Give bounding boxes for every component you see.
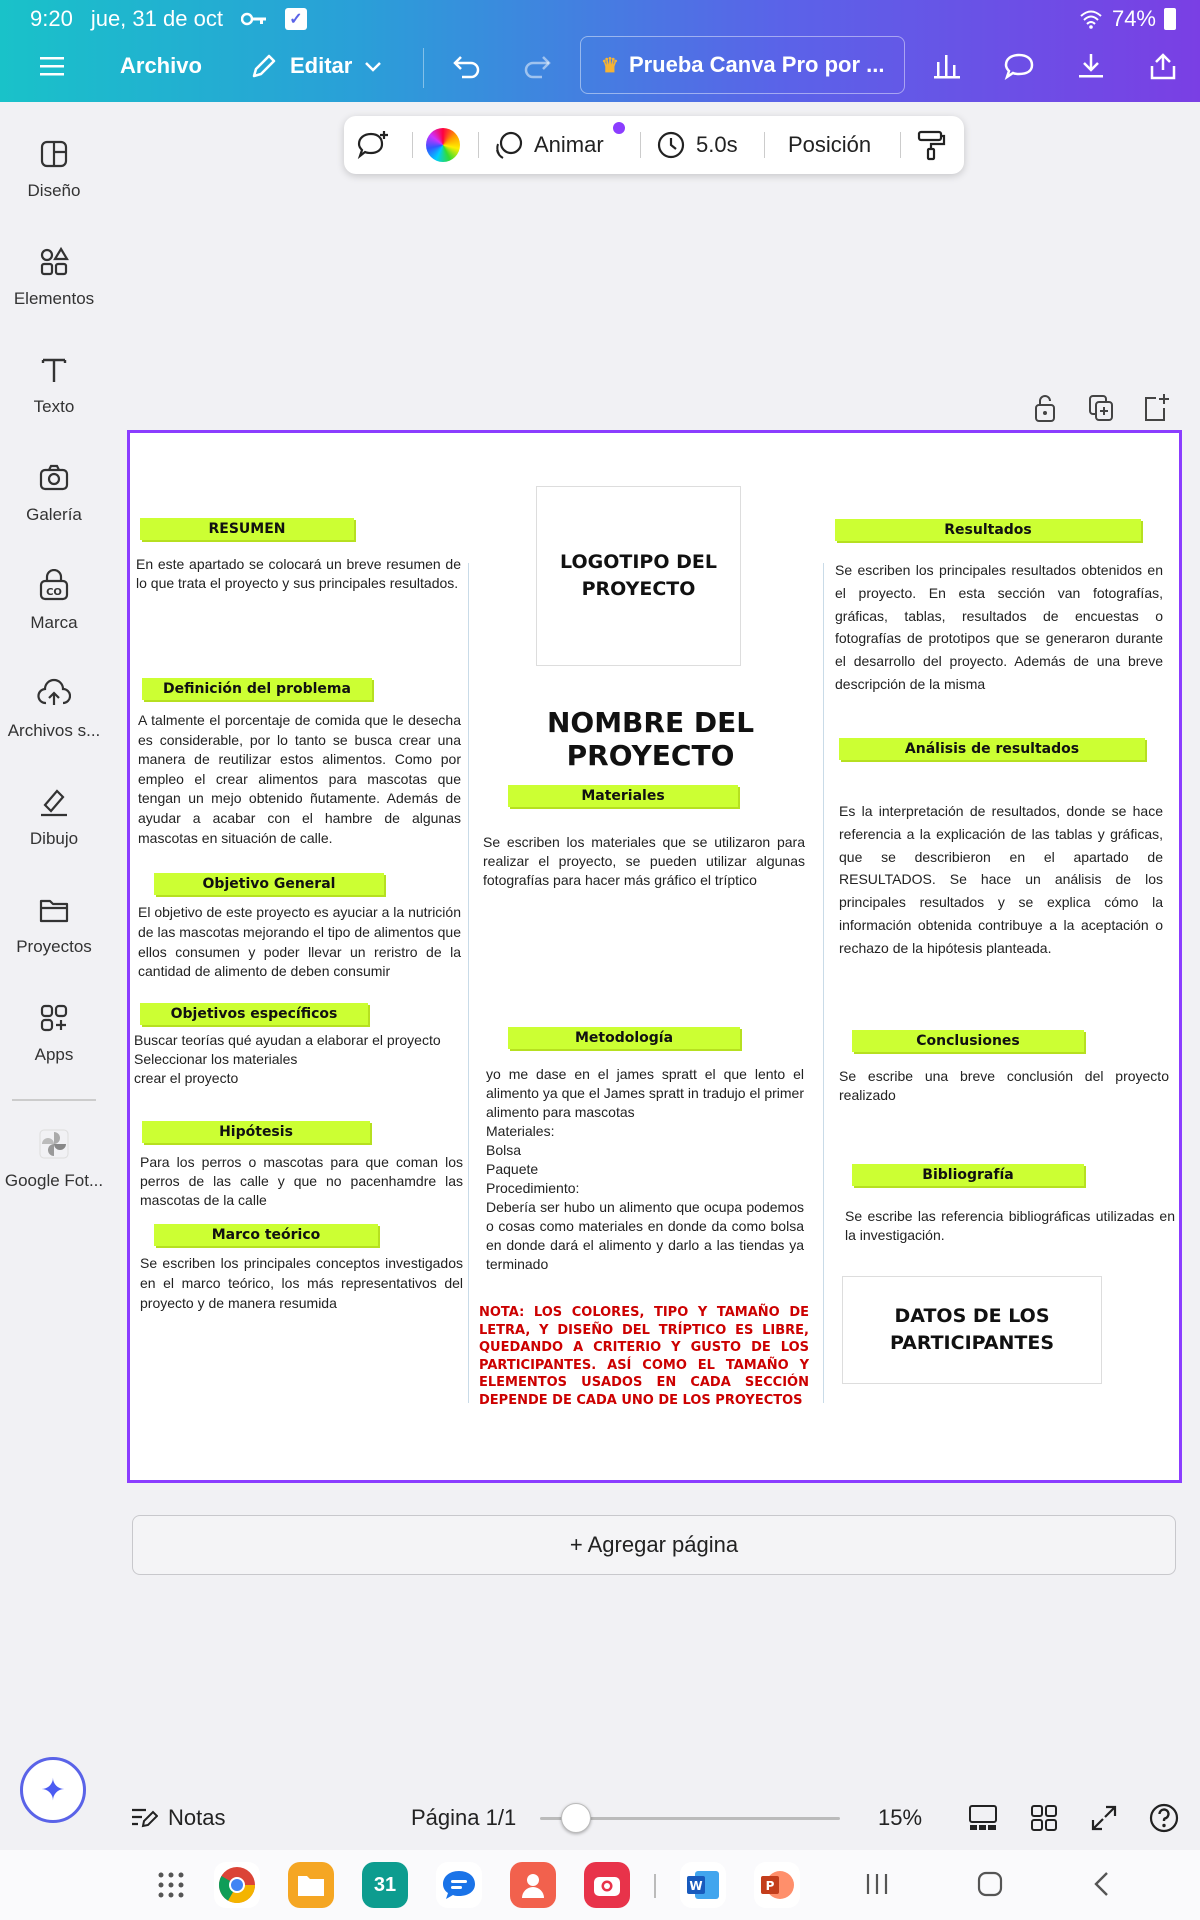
page-view-button[interactable] xyxy=(968,1785,998,1850)
recent-apps-button[interactable] xyxy=(864,1870,890,1898)
layout-icon xyxy=(37,137,71,171)
sidebar-label-text: Texto xyxy=(33,397,75,416)
camera-icon xyxy=(37,461,71,495)
messages-app-icon[interactable] xyxy=(436,1862,482,1908)
menu-row xyxy=(0,36,1200,96)
camera-app-icon[interactable] xyxy=(584,1862,630,1908)
help-button[interactable] xyxy=(1148,1785,1180,1850)
comment-icon xyxy=(1004,52,1034,80)
word-icon xyxy=(685,1869,721,1901)
section-title-resultados: Resultados xyxy=(835,519,1141,541)
zoom-level-label: 15% xyxy=(878,1804,923,1830)
section-text-analisis: Es la interpretación de resultados, donde se hace referencia a la explicación de las tablas y gráficas, que se describieron en el apartado de RESULTADOS. Se hace un análisis de los principales resultados y se explica cómo la información obtenida contribuye a la aceptación o rechazo de la hipótesis planteada. xyxy=(839,803,1163,956)
sidebar-label-gallery: Galería xyxy=(26,505,82,524)
left-sidebar xyxy=(0,102,108,1802)
color-button[interactable] xyxy=(426,116,460,174)
duplicate-icon xyxy=(1086,392,1116,424)
svg-text:CO: CO xyxy=(46,587,62,598)
duplicate-page-button[interactable] xyxy=(1086,392,1116,428)
paint-roller-icon xyxy=(916,129,946,161)
animate-button[interactable] xyxy=(494,116,604,174)
zoom-slider[interactable] xyxy=(540,1817,840,1820)
comment-plus-icon xyxy=(356,129,390,161)
redo-icon xyxy=(522,53,552,79)
sidebar-item-brand[interactable] xyxy=(0,569,108,669)
hamburger-icon xyxy=(40,55,66,77)
animate-label: Animar xyxy=(534,132,604,157)
logo-placeholder: LOGOTIPO DEL PROYECTO xyxy=(536,486,741,666)
position-button[interactable] xyxy=(788,116,871,174)
fullscreen-button[interactable] xyxy=(1090,1785,1118,1850)
draw-icon xyxy=(37,785,71,819)
page-indicator[interactable] xyxy=(411,1785,516,1850)
design-page[interactable] xyxy=(127,430,1182,1483)
messages-icon xyxy=(441,1868,477,1902)
notes-icon xyxy=(130,1806,158,1830)
sidebar-item-apps[interactable] xyxy=(0,1001,108,1101)
share-button[interactable] xyxy=(1148,44,1178,88)
menu-divider xyxy=(423,48,424,88)
hamburger-menu-button[interactable] xyxy=(40,44,66,88)
contacts-app-icon[interactable] xyxy=(510,1862,556,1908)
undo-icon xyxy=(452,53,482,79)
toolbar-divider xyxy=(900,132,901,158)
files-app-icon[interactable] xyxy=(288,1862,334,1908)
camera-app-glyph-icon xyxy=(592,1872,622,1898)
status-date: jue, 31 de oct xyxy=(90,6,223,31)
sidebar-item-design[interactable] xyxy=(0,137,108,237)
cloud-upload-icon xyxy=(37,677,71,711)
grid-view-button[interactable] xyxy=(1030,1785,1058,1850)
undo-button[interactable] xyxy=(452,44,482,88)
clock-icon xyxy=(656,130,686,160)
app-drawer-button[interactable] xyxy=(156,1870,186,1900)
checkbox-icon: ✓ xyxy=(285,8,307,30)
design-title-button[interactable] xyxy=(580,36,905,94)
word-app-icon[interactable] xyxy=(680,1862,726,1908)
top-bar xyxy=(0,0,1200,102)
add-page-button[interactable]: + Agregar página xyxy=(132,1515,1176,1575)
back-button[interactable] xyxy=(1092,1870,1112,1898)
section-text-objetivos-especificos: Buscar teorías qué ayudan a elaborar el proyecto Seleccionar los materiales crear el proyecto xyxy=(134,1032,441,1086)
section-text-resultados: Se escriben los principales resultados obtenidos en el proyecto. En esta sección van fotografías, gráficas, tablas, resultados de encuestas o fotografías de prototipos que se generaron durante el desarrollo del proyecto. Además de una breve descripción de la misma xyxy=(835,562,1163,692)
section-title-hipotesis: Hipótesis xyxy=(142,1121,370,1143)
sidebar-label-google-photos: Google Fot... xyxy=(4,1171,104,1190)
chevron-down-icon xyxy=(364,60,382,72)
project-name: NOMBRE DEL PROYECTO xyxy=(546,706,755,772)
sidebar-item-text[interactable] xyxy=(0,353,108,453)
sidebar-item-elements[interactable] xyxy=(0,245,108,345)
magic-assistant-button[interactable] xyxy=(20,1757,86,1823)
column-divider xyxy=(468,563,469,1403)
notes-label: Notas xyxy=(168,1804,226,1830)
sidebar-label-apps: Apps xyxy=(34,1045,74,1064)
powerpoint-icon xyxy=(759,1869,795,1901)
sidebar-item-gallery[interactable] xyxy=(0,461,108,561)
grid-view-icon xyxy=(1030,1804,1058,1832)
folder-icon xyxy=(37,893,71,927)
system-nav-bar xyxy=(0,1850,1200,1920)
edit-menu-label: Editar xyxy=(290,53,353,78)
home-button[interactable] xyxy=(976,1870,1004,1898)
redo-button[interactable] xyxy=(522,44,552,88)
duration-button[interactable] xyxy=(656,116,738,174)
calendar-app-icon[interactable] xyxy=(362,1862,408,1908)
lock-page-button[interactable] xyxy=(1030,392,1060,428)
expand-icon xyxy=(1090,1804,1118,1832)
sidebar-label-draw: Dibujo xyxy=(29,829,79,848)
apps-icon xyxy=(37,1001,71,1035)
files-folder-icon xyxy=(296,1872,326,1898)
status-bar xyxy=(0,0,1200,36)
column-divider xyxy=(823,563,824,1403)
sidebar-item-projects[interactable] xyxy=(0,893,108,993)
home-icon xyxy=(976,1870,1004,1898)
sidebar-divider xyxy=(12,1099,96,1101)
section-text-materiales: Se escriben los materiales que se utilizaron para realizar el proyecto, se pueden utilizar algunas fotografías para hacer más gráfico el tríptico xyxy=(483,834,805,888)
toolbar-divider xyxy=(412,132,413,158)
svg-text:W: W xyxy=(689,1879,703,1893)
svg-text:P: P xyxy=(765,1879,775,1893)
download-icon xyxy=(1076,52,1106,80)
section-title-materiales: Materiales xyxy=(508,785,738,807)
duration-label: 5.0s xyxy=(696,132,738,157)
back-icon xyxy=(1092,1870,1112,1898)
text-icon xyxy=(37,353,71,387)
dock-divider xyxy=(654,1874,656,1898)
animate-icon xyxy=(494,130,524,160)
brand-icon xyxy=(37,569,71,603)
section-text-hipotesis: Para los perros o mascotas para que coman los perros de las calle y que no pacenhamdre las mascotas de la calle xyxy=(140,1154,463,1208)
add-page-icon-button[interactable] xyxy=(1140,392,1170,428)
section-title-marco-teorico: Marco teórico xyxy=(154,1224,378,1246)
person-icon xyxy=(519,1871,547,1899)
sidebar-label-design: Diseño xyxy=(27,181,81,200)
section-text-conclusiones: Se escribe una breve conclusión del proyecto realizado xyxy=(839,1068,1169,1103)
lock-icon xyxy=(1030,392,1060,424)
section-title-bibliografia: Bibliografía xyxy=(852,1164,1084,1186)
insights-button[interactable] xyxy=(932,44,962,88)
sidebar-label-uploads: Archivos s... xyxy=(7,721,101,740)
floating-toolbar xyxy=(344,116,964,174)
app-drawer-icon xyxy=(156,1870,186,1900)
section-title-objetivo-general: Objetivo General xyxy=(154,873,384,895)
section-title-conclusiones: Conclusiones xyxy=(852,1030,1084,1052)
section-title-metodologia: Metodología xyxy=(508,1027,740,1049)
section-title-resumen: RESUMEN xyxy=(140,518,354,540)
sidebar-item-google-photos[interactable] xyxy=(0,1127,108,1227)
edit-menu-button[interactable] xyxy=(250,44,382,88)
pencil-icon xyxy=(250,52,278,80)
section-text-objetivo-general: El objetivo de este proyecto es ayuciar a la nutrición de las mascotas mejorando el tipo de alimentos que ellos consumen y poder llevar un reristro de la cantidad de alimento de deben consumir xyxy=(138,904,461,980)
section-title-analisis: Análisis de resultados xyxy=(839,738,1145,760)
section-title-definicion: Definición del problema xyxy=(142,678,372,700)
position-label: Posición xyxy=(788,132,872,157)
battery-level: 74% xyxy=(1111,6,1156,31)
page-indicator-label: Página 1/1 xyxy=(411,1804,517,1830)
design-note: NOTA: LOS COLORES, TIPO Y TAMAÑO DE LETRA, Y DISEÑO DEL TRÍPTICO ES LIBRE, QUEDANDO A CRITERIO Y GUSTO DE LOS PARTICIPANTES. ASÍ COMO EL TAMAÑO Y ELEMENTOS USADOS EN CADA SECCIÓN DEPENDE DE CADA UNO DE LOS PROYECTOS xyxy=(479,1305,809,1408)
color-wheel-icon xyxy=(426,128,460,162)
format-painter-button[interactable] xyxy=(916,116,946,174)
bottom-bar xyxy=(108,1785,1200,1850)
key-icon xyxy=(241,8,267,30)
sidebar-label-projects: Proyectos xyxy=(16,937,92,956)
zoom-slider-thumb[interactable] xyxy=(561,1803,591,1833)
page-view-icon xyxy=(968,1804,998,1832)
sparkle-icon: ✦ xyxy=(40,1773,66,1807)
download-button[interactable] xyxy=(1076,44,1106,88)
section-text-marco-teorico: Se escriben los principales conceptos investigados en el marco teórico, los más representativos del proyecto y de manera resumida xyxy=(140,1255,463,1311)
battery-icon xyxy=(1164,8,1176,30)
recent-apps-icon xyxy=(864,1870,890,1898)
status-time: 9:20 xyxy=(30,6,73,31)
sidebar-item-draw[interactable] xyxy=(0,785,108,885)
add-comment-button[interactable] xyxy=(356,116,390,174)
google-photos-icon xyxy=(37,1127,71,1161)
crown-icon: ♛ xyxy=(601,54,619,77)
calendar-day: 31 xyxy=(373,1873,397,1896)
section-text-bibliografia: Se escribe las referencia bibliográficas utilizadas en la investigación. xyxy=(845,1208,1175,1243)
sidebar-item-uploads[interactable] xyxy=(0,677,108,777)
add-page-icon xyxy=(1140,392,1170,424)
design-title: Prueba Canva Pro por ... xyxy=(628,52,885,77)
section-text-metodologia: yo me dase en el james spratt el que lento el alimento ya que el James spratt in tradujo el primer alimento para mascotas Materiales: Bolsa Paquete Procedimiento: Debería ser hubo un alimento que ocupa podemos o cosas como materiales en donde da como bolsa en donde dará el alimento y darlo a las tiendas ya terminado xyxy=(486,1066,804,1272)
share-icon xyxy=(1148,52,1178,80)
file-menu-label: Archivo xyxy=(120,53,202,78)
toolbar-divider xyxy=(640,132,641,158)
shapes-icon xyxy=(37,245,71,279)
file-menu-button[interactable] xyxy=(120,44,202,88)
sidebar-label-elements: Elementos xyxy=(13,289,95,308)
section-text-definicion: A talmente el porcentaje de comida que le desecha es considerable, por lo tanto se busca crear una manera de reutilizar estos alimentos. Como por empleo el crear alimentos para mascotas que tengan un mejo obtenido ñutamente. Además de ayudar a acabar con el hambre de algunas mascotas en situación de calle. xyxy=(138,712,461,846)
powerpoint-app-icon[interactable] xyxy=(754,1862,800,1908)
chrome-app-icon[interactable] xyxy=(214,1862,260,1908)
toolbar-divider xyxy=(764,132,765,158)
wifi-icon xyxy=(1078,8,1104,30)
section-text-resumen: En este apartado se colocará un breve resumen de lo que trata el proyecto y sus principales resultados. xyxy=(136,556,461,591)
sidebar-label-brand: Marca xyxy=(30,613,78,632)
chrome-icon xyxy=(217,1865,257,1905)
section-title-objetivos-especificos: Objetivos específicos xyxy=(140,1003,368,1025)
participants-box: DATOS DE LOS PARTICIPANTES xyxy=(842,1276,1102,1384)
toolbar-divider xyxy=(478,132,479,158)
comment-button[interactable] xyxy=(1004,44,1034,88)
new-badge-dot xyxy=(613,122,625,134)
bar-chart-icon xyxy=(932,52,962,80)
help-icon xyxy=(1148,1802,1180,1834)
notes-button[interactable] xyxy=(130,1785,225,1850)
zoom-level[interactable] xyxy=(878,1785,922,1850)
